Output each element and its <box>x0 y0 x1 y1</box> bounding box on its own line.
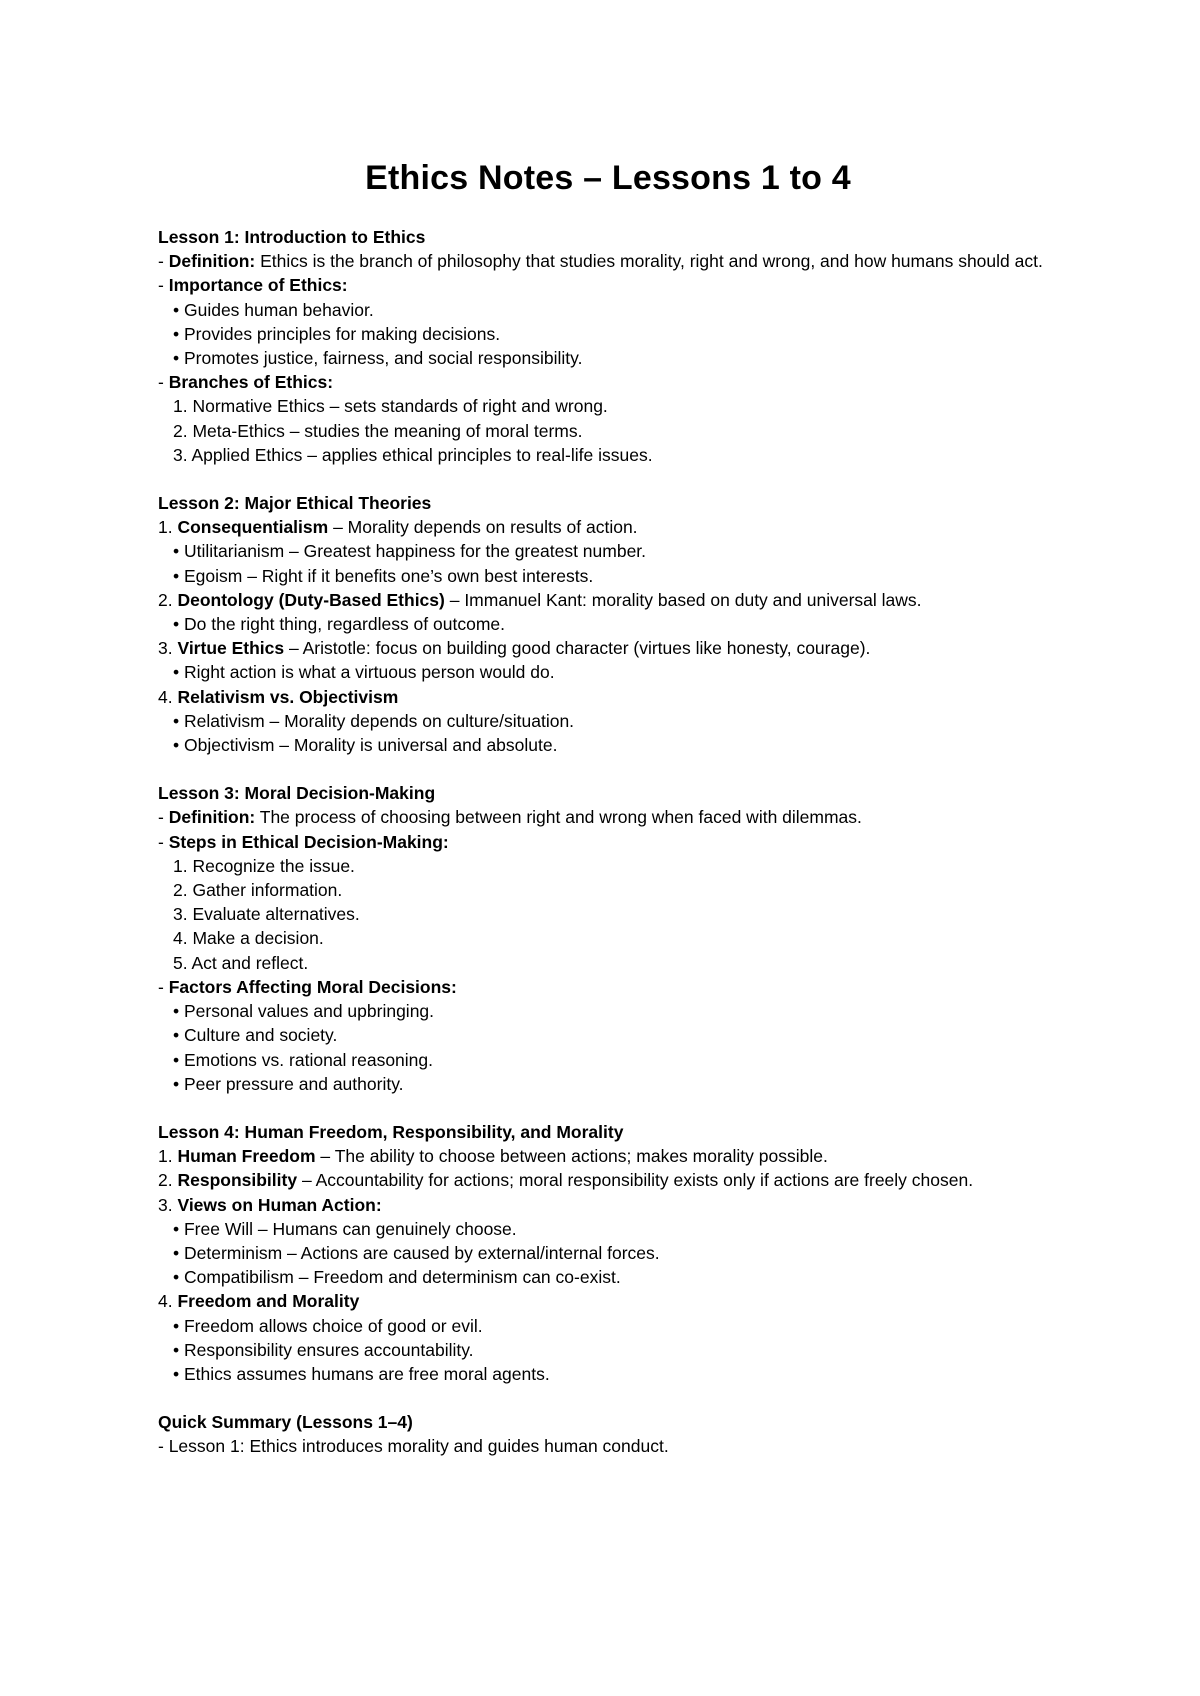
list-item: • Guides human behavior. <box>173 299 374 320</box>
document-page <box>158 156 1058 1483</box>
list-item: • Ethics assumes humans are free moral agents. <box>173 1363 550 1384</box>
point-responsibility <box>158 1168 1058 1192</box>
theory-deontology <box>158 588 1058 612</box>
dash: - <box>158 275 169 296</box>
document-title: Ethics Notes – Lessons 1 to 4 <box>365 159 851 197</box>
list-item: - Lesson 1: Ethics introduces morality and guides human conduct. <box>158 1436 669 1457</box>
definition-text: Ethics is the branch of philosophy that studies morality, right and wrong, and how humans should act. <box>255 251 1043 272</box>
list-item: • Free Will – Humans can genuinely choose. <box>173 1218 517 1239</box>
lesson-1-heading: Lesson 1: Introduction to Ethics <box>158 227 426 247</box>
dash: - <box>158 807 169 828</box>
list-item: • Relativism – Morality depends on culture/situation. <box>173 710 575 731</box>
lesson-3-section <box>158 781 1058 1096</box>
lesson-3-definition <box>158 805 1058 829</box>
point-label: Responsibility <box>177 1170 298 1191</box>
point-human-freedom <box>158 1144 1058 1168</box>
list-item: • Objectivism – Morality is universal and absolute. <box>173 735 558 756</box>
lesson-1-importance <box>158 273 1058 297</box>
list-item: 1. Recognize the issue. <box>173 855 355 876</box>
point-views-on-action <box>158 1193 1058 1217</box>
list-item: • Emotions vs. rational reasoning. <box>173 1049 434 1070</box>
branches-label: Branches of Ethics: <box>168 372 334 393</box>
list-item: • Responsibility ensures accountability. <box>173 1339 474 1360</box>
list-item: 5. Act and reflect. <box>173 952 309 973</box>
theory-consequentialism <box>158 515 1058 539</box>
point-text: – Accountability for actions; moral responsibility exists only if actions are freely chosen. <box>297 1170 974 1191</box>
theory-text: – Morality depends on results of action. <box>328 517 638 538</box>
importance-label: Importance of Ethics: <box>168 275 348 296</box>
point-label: Views on Human Action: <box>177 1194 382 1215</box>
theory-text: – Immanuel Kant: morality based on duty and universal laws. <box>444 589 922 610</box>
item-number: 4. <box>158 686 178 707</box>
lesson-3-heading: Lesson 3: Moral Decision-Making <box>158 783 436 804</box>
list-item: • Utilitarianism – Greatest happiness for the greatest number. <box>173 541 647 562</box>
item-number: 1. <box>158 517 178 538</box>
list-item: 2. Gather information. <box>173 880 343 901</box>
lesson-1-branches <box>158 370 1058 394</box>
summary-section <box>158 1410 1058 1458</box>
list-item: • Culture and society. <box>173 1025 338 1046</box>
list-item: • Compatibilism – Freedom and determinism can co-exist. <box>173 1267 621 1288</box>
item-number: 4. <box>158 1291 178 1312</box>
lesson-1-section <box>158 225 1058 467</box>
theory-relativism <box>158 685 1058 709</box>
dash: - <box>158 831 169 852</box>
list-item: • Determinism – Actions are caused by external/internal forces. <box>173 1242 660 1263</box>
theory-label: Deontology (Duty-Based Ethics) <box>177 589 445 610</box>
steps-label: Steps in Ethical Decision-Making: <box>168 831 449 852</box>
lesson-2-heading: Lesson 2: Major Ethical Theories <box>158 493 432 514</box>
theory-label: Relativism vs. Objectivism <box>177 686 399 707</box>
list-item: • Promotes justice, fairness, and social responsibility. <box>173 348 583 369</box>
definition-text: The process of choosing between right and wrong when faced with dilemmas. <box>255 807 862 828</box>
list-item: • Right action is what a virtuous person would do. <box>173 662 555 683</box>
list-item: 4. Make a decision. <box>173 928 324 949</box>
point-text: – The ability to choose between actions; makes morality possible. <box>315 1146 828 1167</box>
point-label: Freedom and Morality <box>177 1291 360 1312</box>
lesson-3-steps <box>158 830 1058 854</box>
point-label: Human Freedom <box>177 1146 316 1167</box>
point-freedom-morality <box>158 1289 1058 1313</box>
lesson-3-factors <box>158 975 1058 999</box>
list-item: 3. Evaluate alternatives. <box>173 904 360 925</box>
dash: - <box>158 976 169 997</box>
item-number: 3. <box>158 638 178 659</box>
lesson-4-heading: Lesson 4: Human Freedom, Responsibility, and Morality <box>158 1121 624 1142</box>
summary-heading: Quick Summary (Lessons 1–4) <box>158 1412 413 1433</box>
item-number: 3. <box>158 1194 178 1215</box>
lesson-1-definition <box>158 249 1058 273</box>
list-item: 3. Applied Ethics – applies ethical principles to real-life issues. <box>173 444 653 465</box>
list-item: • Egoism – Right if it benefits one’s own best interests. <box>173 565 594 586</box>
theory-text: – Aristotle: focus on building good character (virtues like honesty, courage). <box>284 638 871 659</box>
factors-label: Factors Affecting Moral Decisions: <box>168 976 457 997</box>
theory-virtue-ethics <box>158 636 1058 660</box>
lesson-4-section <box>158 1120 1058 1386</box>
theory-label: Consequentialism <box>177 517 329 538</box>
list-item: • Do the right thing, regardless of outcome. <box>173 614 505 635</box>
list-item: 1. Normative Ethics – sets standards of right and wrong. <box>173 396 608 417</box>
list-item: 2. Meta-Ethics – studies the meaning of moral terms. <box>173 420 583 441</box>
dash: - <box>158 372 169 393</box>
lesson-2-section <box>158 491 1058 757</box>
list-item: • Peer pressure and authority. <box>173 1073 404 1094</box>
item-number: 2. <box>158 589 178 610</box>
definition-label: Definition: <box>168 807 256 828</box>
theory-label: Virtue Ethics <box>177 638 285 659</box>
definition-label: Definition: <box>168 251 256 272</box>
list-item: • Freedom allows choice of good or evil. <box>173 1315 483 1336</box>
list-item: • Provides principles for making decisions. <box>173 323 501 344</box>
item-number: 1. <box>158 1146 178 1167</box>
item-number: 2. <box>158 1170 178 1191</box>
list-item: • Personal values and upbringing. <box>173 1001 435 1022</box>
dash: - <box>158 251 169 272</box>
